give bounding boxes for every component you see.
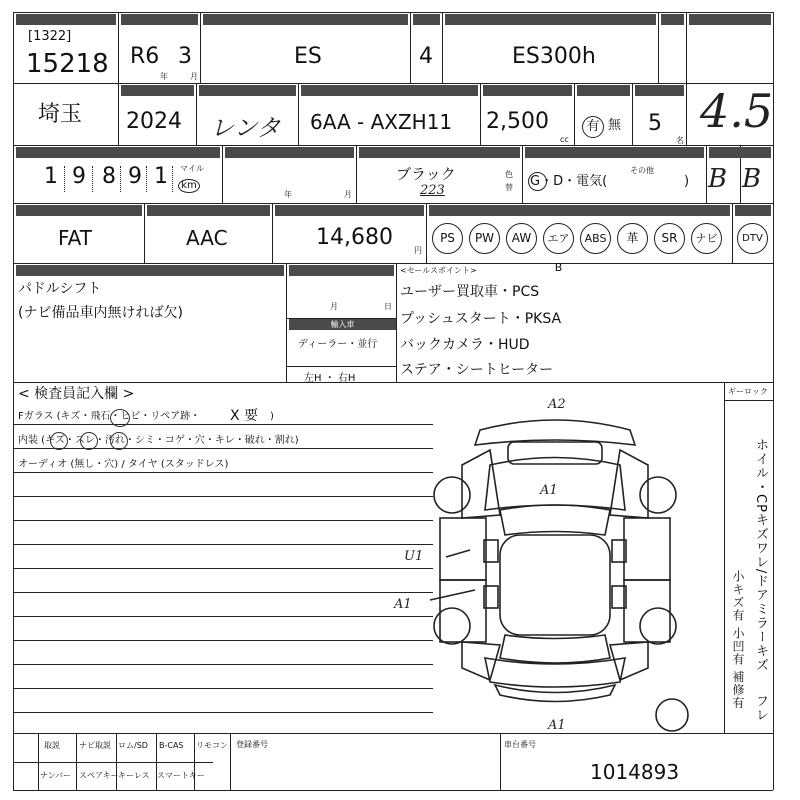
doc-label: ナンバー	[40, 771, 72, 780]
equip-sr: SR	[654, 223, 685, 254]
header-bar	[301, 85, 478, 96]
sales-point: プッシュスタート・PKSA	[400, 311, 562, 327]
grid-line	[574, 83, 575, 145]
month: 3	[178, 44, 192, 69]
roof	[500, 535, 610, 635]
cc-unit: cc	[560, 135, 569, 144]
grid-line	[356, 145, 357, 203]
hand-circle	[80, 432, 98, 450]
grid-line	[724, 400, 773, 401]
doc-label: スマートキー	[157, 771, 205, 780]
rule-line	[13, 448, 433, 449]
grid-line	[13, 145, 773, 146]
grid-line	[724, 382, 725, 733]
grid-line	[442, 12, 443, 83]
interior-score: B	[742, 164, 762, 194]
grid-line	[658, 12, 659, 83]
fuel-selected-mark	[528, 172, 547, 191]
reg-year: 2024	[126, 109, 182, 134]
grid-line	[222, 145, 223, 203]
grid-line	[13, 790, 773, 791]
expiry-month: 月	[330, 302, 338, 311]
spare-wheel	[656, 699, 688, 731]
grid-line	[298, 83, 299, 145]
left-front-fender	[462, 450, 500, 518]
doc-label: ロム/SD	[118, 741, 148, 750]
hood-front	[508, 442, 602, 464]
grid-line	[272, 203, 273, 263]
hand-circle	[50, 432, 68, 450]
header-bar	[121, 14, 198, 25]
grid-line	[194, 733, 195, 790]
header-bar	[16, 265, 284, 276]
rule-line	[13, 544, 433, 545]
header-bar	[735, 205, 771, 216]
doc-label: リモコン	[196, 741, 228, 750]
equip-pw: PW	[469, 223, 500, 254]
mileage-digit: 9	[72, 164, 86, 189]
grid-line	[396, 263, 397, 382]
sales-header: <セールスポイント>	[400, 266, 477, 275]
windshield	[500, 505, 610, 535]
grade-score: 4.5	[700, 84, 774, 138]
audio-line: オーディオ (無し・穴) / タイヤ (スタッドレス)	[18, 459, 229, 470]
grid-line	[38, 733, 39, 790]
left-rear-fender	[462, 642, 500, 680]
chassis-label: 車台番号	[504, 740, 536, 749]
yen-unit: 円	[414, 246, 422, 255]
header-bar	[413, 14, 440, 25]
grid-line	[632, 83, 633, 145]
header-bar	[289, 265, 394, 276]
grid-line	[732, 203, 733, 263]
damage-mark: A1	[394, 597, 412, 612]
steering-side: 左H ・ 右H	[304, 373, 356, 384]
mileage-unit-mile: マイル	[180, 164, 204, 173]
grid-line	[13, 83, 773, 84]
rule-line	[13, 424, 433, 425]
header-bar	[225, 147, 354, 158]
month-unit: 月	[190, 72, 198, 81]
doc-label: ナビ取説	[79, 741, 111, 750]
sales-point: バックカメラ・HUD	[400, 337, 530, 353]
usage: レンタ	[210, 114, 281, 142]
glass-line: Fガラス (キズ・飛石・ヒビ・リペア跡・	[18, 411, 201, 422]
rule-line	[13, 592, 433, 593]
exterior-score: B	[708, 164, 728, 194]
model: ES300h	[512, 44, 596, 69]
right-front-fender	[610, 450, 648, 518]
hand-circle	[110, 432, 128, 450]
import-header: 輸入車	[289, 319, 396, 330]
glass-mark: X 要	[230, 408, 259, 424]
rule-line	[13, 640, 433, 641]
mileage-digit: 8	[102, 164, 116, 189]
aircon-no: 無	[608, 118, 622, 133]
doc-label: B-CAS	[159, 741, 184, 750]
rule-line	[13, 688, 433, 689]
fuel-options: G・D・電気(	[530, 174, 608, 189]
wheel-front-left	[434, 477, 470, 513]
rule-line	[13, 472, 433, 473]
equip-abs: ABS	[580, 223, 611, 254]
left-front-door	[440, 518, 486, 580]
header-bar	[429, 205, 730, 216]
right-col-notes: 小キズ有 小凹有 補修有	[731, 570, 745, 710]
era: R6	[130, 44, 160, 69]
expiry-day: 日	[384, 302, 392, 311]
mileage-unit-km: km	[178, 179, 200, 193]
grid-line	[426, 203, 427, 263]
damage-mark: A1	[540, 483, 558, 498]
header-bar	[275, 205, 424, 216]
grid-line	[480, 83, 481, 145]
wheel-front-right	[640, 477, 676, 513]
damage-mark: A1	[548, 718, 566, 733]
grid-line	[706, 145, 707, 203]
grid-line	[13, 203, 773, 204]
doc-label: スペアキー	[79, 771, 119, 780]
grid-line	[286, 366, 396, 367]
seats-unit: 名	[676, 136, 684, 145]
header-bar	[635, 85, 684, 96]
color-name: ブラック	[396, 165, 456, 183]
grid-line	[13, 12, 14, 790]
inspection-year: 年	[284, 190, 292, 199]
lot-short: [1322]	[28, 29, 72, 44]
mileage-digit: 9	[128, 164, 142, 189]
aircon-type: AAC	[186, 226, 228, 250]
hand-circle	[110, 409, 130, 427]
year-unit: 年	[160, 72, 168, 81]
color-code: 223	[420, 183, 445, 198]
digit-divider	[64, 166, 65, 192]
fuel-other: その他	[630, 166, 654, 175]
damage-mark: A2	[548, 397, 566, 412]
right-col-damage: ホイル・CPキズワレ/ドアミラーキズ	[753, 438, 768, 673]
doc-label: キーレス	[118, 771, 150, 780]
grid-line	[13, 762, 213, 763]
aircon-yes: 有	[582, 116, 604, 138]
header-bar	[359, 147, 520, 158]
rule-line	[13, 496, 433, 497]
grid-line	[522, 145, 523, 203]
chassis-number: 1014893	[590, 760, 680, 784]
grid-line	[196, 83, 197, 145]
header-bar	[147, 205, 270, 216]
rule-line	[13, 520, 433, 521]
header-bar	[16, 205, 142, 216]
grid-line	[116, 733, 117, 790]
rule-line	[13, 568, 433, 569]
header-bar	[709, 147, 771, 158]
rule-line	[13, 712, 433, 713]
inspection-title: < 検査員記入欄 >	[18, 386, 135, 402]
digit-divider	[146, 166, 147, 192]
transmission: FAT	[58, 226, 93, 250]
seats: 5	[648, 111, 662, 136]
header-bar	[445, 14, 656, 25]
right-header: ギーロック	[728, 387, 768, 396]
equip-ps: PS	[432, 223, 463, 254]
grid-line	[200, 12, 201, 83]
digit-divider	[172, 166, 173, 192]
grid-line	[76, 733, 77, 790]
make: ES	[294, 44, 322, 69]
header-bar	[661, 14, 684, 25]
equip-leather: 革	[617, 223, 648, 254]
color-change: 色替	[505, 170, 513, 192]
header-bar	[689, 14, 771, 25]
car-damage-diagram	[390, 390, 720, 735]
grid-line	[13, 382, 773, 383]
header-bar	[525, 147, 704, 158]
grid-line	[156, 733, 157, 790]
import-dealer: ディーラー・並行	[298, 339, 378, 350]
mark-leader	[446, 550, 470, 557]
header-bar	[199, 85, 296, 96]
equip-dtv: DTV	[737, 223, 768, 254]
mark-leader	[430, 590, 475, 600]
mileage-digit: 1	[154, 164, 168, 189]
header-bar	[16, 147, 220, 158]
sales-point: ステア・シートヒーター	[400, 362, 554, 378]
doc-label: 取説	[44, 741, 60, 750]
displacement: 2,500	[486, 109, 549, 134]
grid-line	[13, 12, 773, 13]
lot-number: 15218	[26, 49, 109, 79]
header-bar	[577, 85, 630, 96]
recycle-fee: 14,680	[316, 225, 393, 250]
inspection-month: 月	[344, 190, 352, 199]
equip-airbag: エアB	[543, 223, 574, 254]
rule-line	[13, 616, 433, 617]
grid-line	[500, 733, 501, 790]
rear-window	[500, 635, 610, 663]
header-bar	[483, 85, 572, 96]
interior-line: 内装 (キズ・スレ・汚れ・シミ・コゲ・穴・キレ・破れ・割れ)	[18, 435, 299, 446]
grid-line	[13, 263, 773, 264]
fuel-close: )	[684, 174, 690, 189]
doors: 4	[419, 44, 433, 69]
grid-line	[230, 733, 231, 790]
mileage-digit: 1	[44, 164, 58, 189]
note-line: (ナビ備品車内無ければ欠)	[18, 305, 183, 321]
prefecture: 埼玉	[38, 102, 83, 127]
right-front-door	[624, 518, 670, 580]
grid-line	[286, 263, 287, 382]
sales-point: ユーザー買取車・PCS	[400, 284, 540, 300]
grid-line	[410, 12, 411, 83]
grid-line	[144, 203, 145, 263]
grid-line	[118, 12, 119, 145]
glass-close: )	[270, 411, 274, 422]
digit-divider	[92, 166, 93, 192]
digit-divider	[120, 166, 121, 192]
equip-aw: AW	[506, 223, 537, 254]
right-rear-fender	[610, 642, 648, 680]
rule-line	[13, 664, 433, 665]
reg-number-label: 登録番号	[236, 740, 268, 749]
equip-navi: ナビ	[691, 223, 722, 254]
grid-line	[686, 12, 687, 145]
header-bar	[16, 14, 116, 25]
model-code: 6AA - AXZH11	[310, 110, 453, 134]
header-bar	[203, 14, 408, 25]
note-line: パドルシフト	[18, 281, 102, 297]
damage-mark: U1	[404, 549, 424, 564]
right-col-extra: フレ	[753, 694, 768, 722]
header-bar	[121, 85, 194, 96]
